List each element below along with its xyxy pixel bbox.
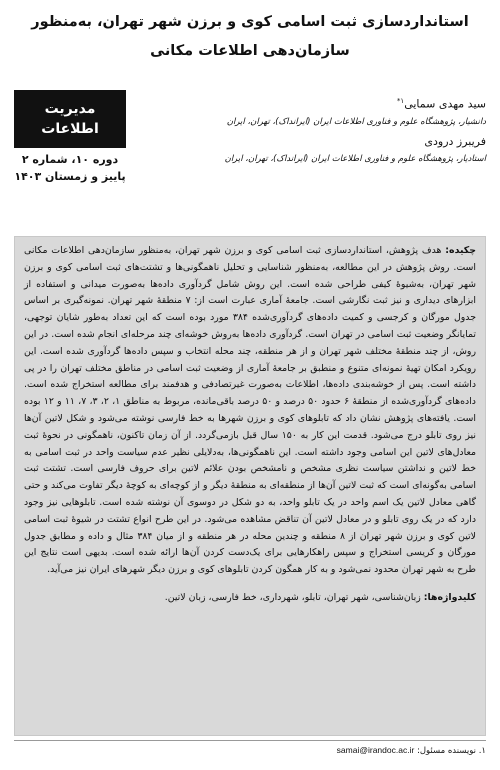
journal-logo (14, 90, 126, 148)
author-list (146, 92, 486, 170)
author-affiliation: دانشیار، پژوهشگاه علوم و فناوری اطلاعات ایران (ایرانداک)، تهران، ایران (226, 116, 486, 127)
footnote-divider (14, 740, 486, 741)
journal-logo-line1: مدیریت (44, 101, 96, 117)
issue-number: دوره ۱۰، شماره ۲ (21, 153, 119, 166)
corresponding-email[interactable]: samai@irandoc.ac.ir (336, 745, 415, 755)
issue-season: پاییز و زمستان ۱۴۰۳ (14, 170, 126, 183)
keywords (24, 590, 476, 606)
abstract-body: هدف پژوهش، استانداردسازی ثبت اسامی کوی و برزن شهر تهران، به‌منظور سازمان‌دهی اطلاعات مکانی است. روش پژوهش در این مطالعه، به‌منظور شناسایی و تحلیل ناهمگونی‌ها و تشتت‌های ثبت اسامی کوی و برزن شهر تهران، به‌شیوۀ کیفی طراحی شده است. این روش شامل گردآوری داده‌ها به‌صورت میدانی و استفاده از ابزارهای دیداری و نیز ثبت نگارشی است. جامعۀ آماری عبارت است از: ۷ منطقۀ شهر تهران. نمونه‌گیری بر اساس جدول مورگان و کرجسی و کمیت داده‌های گردآوری‌شده ۳۸۴ مورد بوده است که این تعداد به‌طور شایان توجهی، تمایانگر وضعیت ثبت اسامی در تهران است. گردآوری داده‌ها به‌روش خوشه‌ای چند مرحله‌ای انجام شده است. در این روش، از چند منطقۀ مختلف شهر تهران و از هر منطقه، چند محله انتخاب و سپس داده‌ها گردآوری شده است. این رویکرد امکان تهیۀ نمونه‌ای متنوع و منطبق بر جامعۀ آماری از وضعیت ثبت اسامی در مناطق مختلف تهران را در پی داشته است. پس از خوشه‌بندی داده‌ها، اطلاعات به‌صورت غیرتصادفی و هدفمند برای مطالعه استخراج شده است. داده‌های گردآوری‌شده از منطقۀ ۶ حدود ۵۰ درصد و ۵۰ درصد باقی‌مانده، مربوط به مناطق ۱، ۲، ۳، ۷، ۱۱ و ۱۲ بوده است. یافته‌های پژوهش نشان داد که تابلوهای کوی و برزن شهرها به خط فارسی نوشته می‌شود و شکل لاتین آن‌ها نیز روی تابلو درج می‌شود. قدمت این کار به ۱۵۰ سال قبل بازمی‌گردد. از آن زمان تاکنون، ناهمگونی در نحوۀ ثبت معادل‌های لاتین این اسامی وجود داشته است. این ناهمگونی‌ها، به‌دلایلی نظیر عدم سیاست واحد در ثبت اسامی به خط لاتین و نداشتن سیاست نظری مشخص و نامشخص بودن علائم لاتین برای حروف فارسی است. تشتت ثبت اسامی به‌گونه‌ای است که ثبت لاتین آن‌ها از منطقه‌ای به منطقۀ دیگر و از کوچه‌ای به کوچۀ دیگر تفاوت می‌کند و حتی گاهی معادل لاتین یک اسم واحد در یک تابلو واحد، به دو شکل در دوسوی آن نوشته شده است. تابلوهایی نیز وجود دارد که در یک روی تابلو و در معادل لاتین آن تناقض مشاهده می‌شود. در این طرح انواع تشتت در شیوۀ ثبت اسامی لاتین کوی و برزن شهر تهران از ۸ منطقه و چندین محله در هر منطقه و از میان ۳۸۴ مثال و داده و مطابق جدول مورگان و کریسی استخراج و سپس راهکارهایی برای یک‌دست کردن آن‌ها ارائه شده است. بدیهی است نتایج این طرح به شهر تهران محدود نمی‌شود و به کار همگون کردن تابلوهای کوی و برزن دیگر شهرهای ایران نیز می‌آید. (24, 245, 477, 576)
author-1-name: سید مهدی سمایی (404, 97, 486, 111)
corresponding-mark: ۱* (396, 97, 405, 105)
journal-issue-info (14, 151, 126, 185)
journal-logo-line2: اطلاعات (41, 121, 99, 137)
author-name (146, 92, 486, 114)
abstract-label: چکیده: (445, 245, 477, 256)
keywords-list: زبان‌شناسی، شهر تهران، تابلو، شهرداری، خط فارسی، زبان لاتین. (164, 591, 421, 603)
author-name (146, 133, 486, 151)
footnote-text: ۱. نویسنده مسئول: (416, 746, 486, 756)
abstract-box (14, 236, 486, 736)
author-2-name: فریبرز درودی (424, 134, 486, 148)
keywords-label: کلیدواژه‌ها: (423, 591, 476, 603)
abstract (24, 243, 476, 579)
paper-title: استانداردسازی ثبت اسامی کوی و برزن شهر تهران، به‌منظور سازمان‌دهی اطلاعات مکانی (31, 14, 469, 59)
author-affiliation: استادیار، پژوهشگاه علوم و فناوری اطلاعات ایران (ایرانداک)، تهران، ایران (224, 153, 486, 164)
footnote (337, 743, 486, 758)
